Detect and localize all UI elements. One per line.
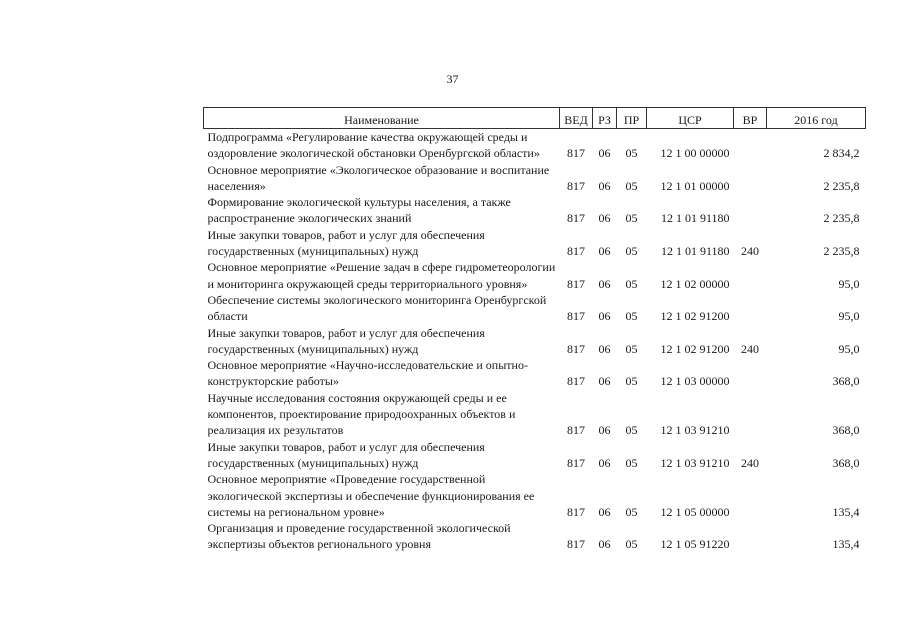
- row-vr: [734, 390, 767, 439]
- row-name: Иные закупки товаров, работ и услуг для обеспечения государственных (муниципальных) нужд: [207, 439, 485, 470]
- row-csr: 12 1 02 91200: [660, 309, 730, 324]
- row-name: Подпрограмма «Регулирование качества окружающей среды и оздоровление экологической обстановки Оренбургской области»: [207, 130, 540, 161]
- row-name: Обеспечение системы экологического мониторинга Оренбургской области: [207, 292, 547, 324]
- row-rz: 06: [598, 374, 611, 389]
- table-row: [204, 259, 866, 292]
- row-csr: 12 1 00 00000: [660, 146, 730, 161]
- row-sum: 368,0: [832, 423, 860, 438]
- row-sum: 135,4: [832, 537, 860, 552]
- row-sum: 2 235,8: [823, 178, 860, 193]
- row-name: Формирование экологической культуры населения, а также распространение экологических знаний: [207, 195, 511, 226]
- row-ved: 817: [567, 178, 585, 193]
- row-pr: 05: [625, 374, 638, 389]
- row-name: Основное мероприятие «Проведение государственной экологической экспертизы и обеспечение функционирования ее системы на региональном уровне»: [207, 472, 535, 519]
- row-ved: 817: [567, 211, 585, 226]
- row-ved: 817: [567, 504, 585, 519]
- table-row: [204, 357, 866, 390]
- row-vr: [734, 471, 767, 520]
- row-rz: 06: [598, 276, 611, 291]
- row-csr: 12 1 03 00000: [660, 374, 730, 389]
- table-header-row: [204, 108, 866, 129]
- row-ved: 817: [567, 276, 585, 291]
- row-sum: 95,0: [838, 309, 860, 324]
- row-vr: [734, 520, 767, 553]
- table-row: [204, 325, 866, 358]
- row-sum: 2 235,8: [823, 244, 860, 259]
- row-rz: 06: [598, 504, 611, 519]
- header-pr: ПР: [617, 108, 647, 129]
- row-name: Иные закупки товаров, работ и услуг для обеспечения государственных (муниципальных) нужд: [207, 227, 485, 259]
- table-row: [204, 227, 866, 260]
- row-csr: 12 1 03 91210: [660, 423, 730, 438]
- row-name: Основное мероприятие «Решение задач в сфере гидрометеорологии и мониторинга окружающей среды территориального уровня»: [207, 260, 556, 291]
- row-rz: 06: [598, 423, 611, 438]
- row-sum: 95,0: [838, 341, 860, 356]
- header-year: 2016 год: [767, 108, 866, 129]
- row-rz: 06: [598, 309, 611, 324]
- table-row: [204, 520, 866, 553]
- row-vr: [734, 194, 767, 227]
- row-rz: 06: [598, 455, 611, 470]
- header-csr: ЦСР: [647, 108, 734, 129]
- row-csr: 12 1 05 91220: [660, 537, 730, 552]
- row-pr: 05: [625, 455, 638, 470]
- row-pr: 05: [625, 276, 638, 291]
- row-rz: 06: [598, 341, 611, 356]
- row-ved: 817: [567, 244, 585, 259]
- row-vr: [734, 129, 767, 162]
- row-pr: 05: [625, 423, 638, 438]
- header-vr: ВР: [734, 108, 767, 129]
- row-name: Иные закупки товаров, работ и услуг для обеспечения государственных (муниципальных) нужд: [207, 325, 485, 356]
- row-name: Научные исследования состояния окружающей среды и ее компонентов, проектирование природоохранных объектов и реализация их результатов: [207, 390, 516, 438]
- header-name: Наименование: [204, 108, 560, 129]
- row-csr: 12 1 02 91200: [660, 341, 730, 356]
- row-name: Основное мероприятие «Экологическое образование и воспитание населения»: [207, 162, 550, 193]
- row-vr: [734, 259, 767, 292]
- row-ved: 817: [567, 374, 585, 389]
- table-row: [204, 129, 866, 162]
- row-vr: 240: [741, 341, 759, 356]
- row-vr: [734, 357, 767, 390]
- row-csr: 12 1 02 00000: [660, 276, 730, 291]
- row-pr: 05: [625, 244, 638, 259]
- row-csr: 12 1 01 00000: [660, 178, 730, 193]
- table-row: [204, 194, 866, 227]
- row-ved: 817: [567, 309, 585, 324]
- row-vr: 240: [741, 455, 759, 470]
- row-sum: 2 235,8: [823, 211, 860, 226]
- row-vr: [734, 162, 767, 195]
- row-pr: 05: [625, 309, 638, 324]
- table-row: [204, 162, 866, 195]
- budget-table: [203, 107, 866, 553]
- row-ved: 817: [567, 341, 585, 356]
- row-pr: 05: [625, 537, 638, 552]
- row-ved: 817: [567, 146, 585, 161]
- row-pr: 05: [625, 178, 638, 193]
- row-pr: 05: [625, 211, 638, 226]
- row-sum: 2 834,2: [823, 146, 860, 161]
- row-pr: 05: [625, 341, 638, 356]
- row-sum: 135,4: [832, 504, 860, 519]
- row-name: Основное мероприятие «Научно-исследовательские и опытно-конструкторские работы»: [207, 358, 528, 389]
- row-sum: 368,0: [832, 374, 860, 389]
- row-pr: 05: [625, 504, 638, 519]
- row-name: Организация и проведение государственной экологической экспертизы объектов регионального уровня: [207, 521, 511, 552]
- row-ved: 817: [567, 423, 585, 438]
- row-rz: 06: [598, 244, 611, 259]
- page-number: 37: [446, 72, 459, 86]
- row-csr: 12 1 03 91210: [660, 455, 730, 470]
- table-row: [204, 292, 866, 325]
- row-pr: 05: [625, 146, 638, 161]
- row-vr: 240: [741, 244, 759, 259]
- header-rz: РЗ: [593, 108, 617, 129]
- row-csr: 12 1 05 00000: [660, 504, 730, 519]
- row-rz: 06: [598, 178, 611, 193]
- table-row: [204, 471, 866, 520]
- row-csr: 12 1 01 91180: [660, 244, 730, 259]
- row-rz: 06: [598, 537, 611, 552]
- table-row: [204, 390, 866, 439]
- header-ved: ВЕД: [560, 108, 593, 129]
- row-sum: 368,0: [832, 455, 860, 470]
- row-vr: [734, 292, 767, 325]
- row-ved: 817: [567, 537, 585, 552]
- row-sum: 95,0: [838, 276, 860, 291]
- table-row: [204, 439, 866, 472]
- row-csr: 12 1 01 91180: [660, 211, 730, 226]
- row-rz: 06: [598, 211, 611, 226]
- row-rz: 06: [598, 146, 611, 161]
- row-ved: 817: [567, 455, 585, 470]
